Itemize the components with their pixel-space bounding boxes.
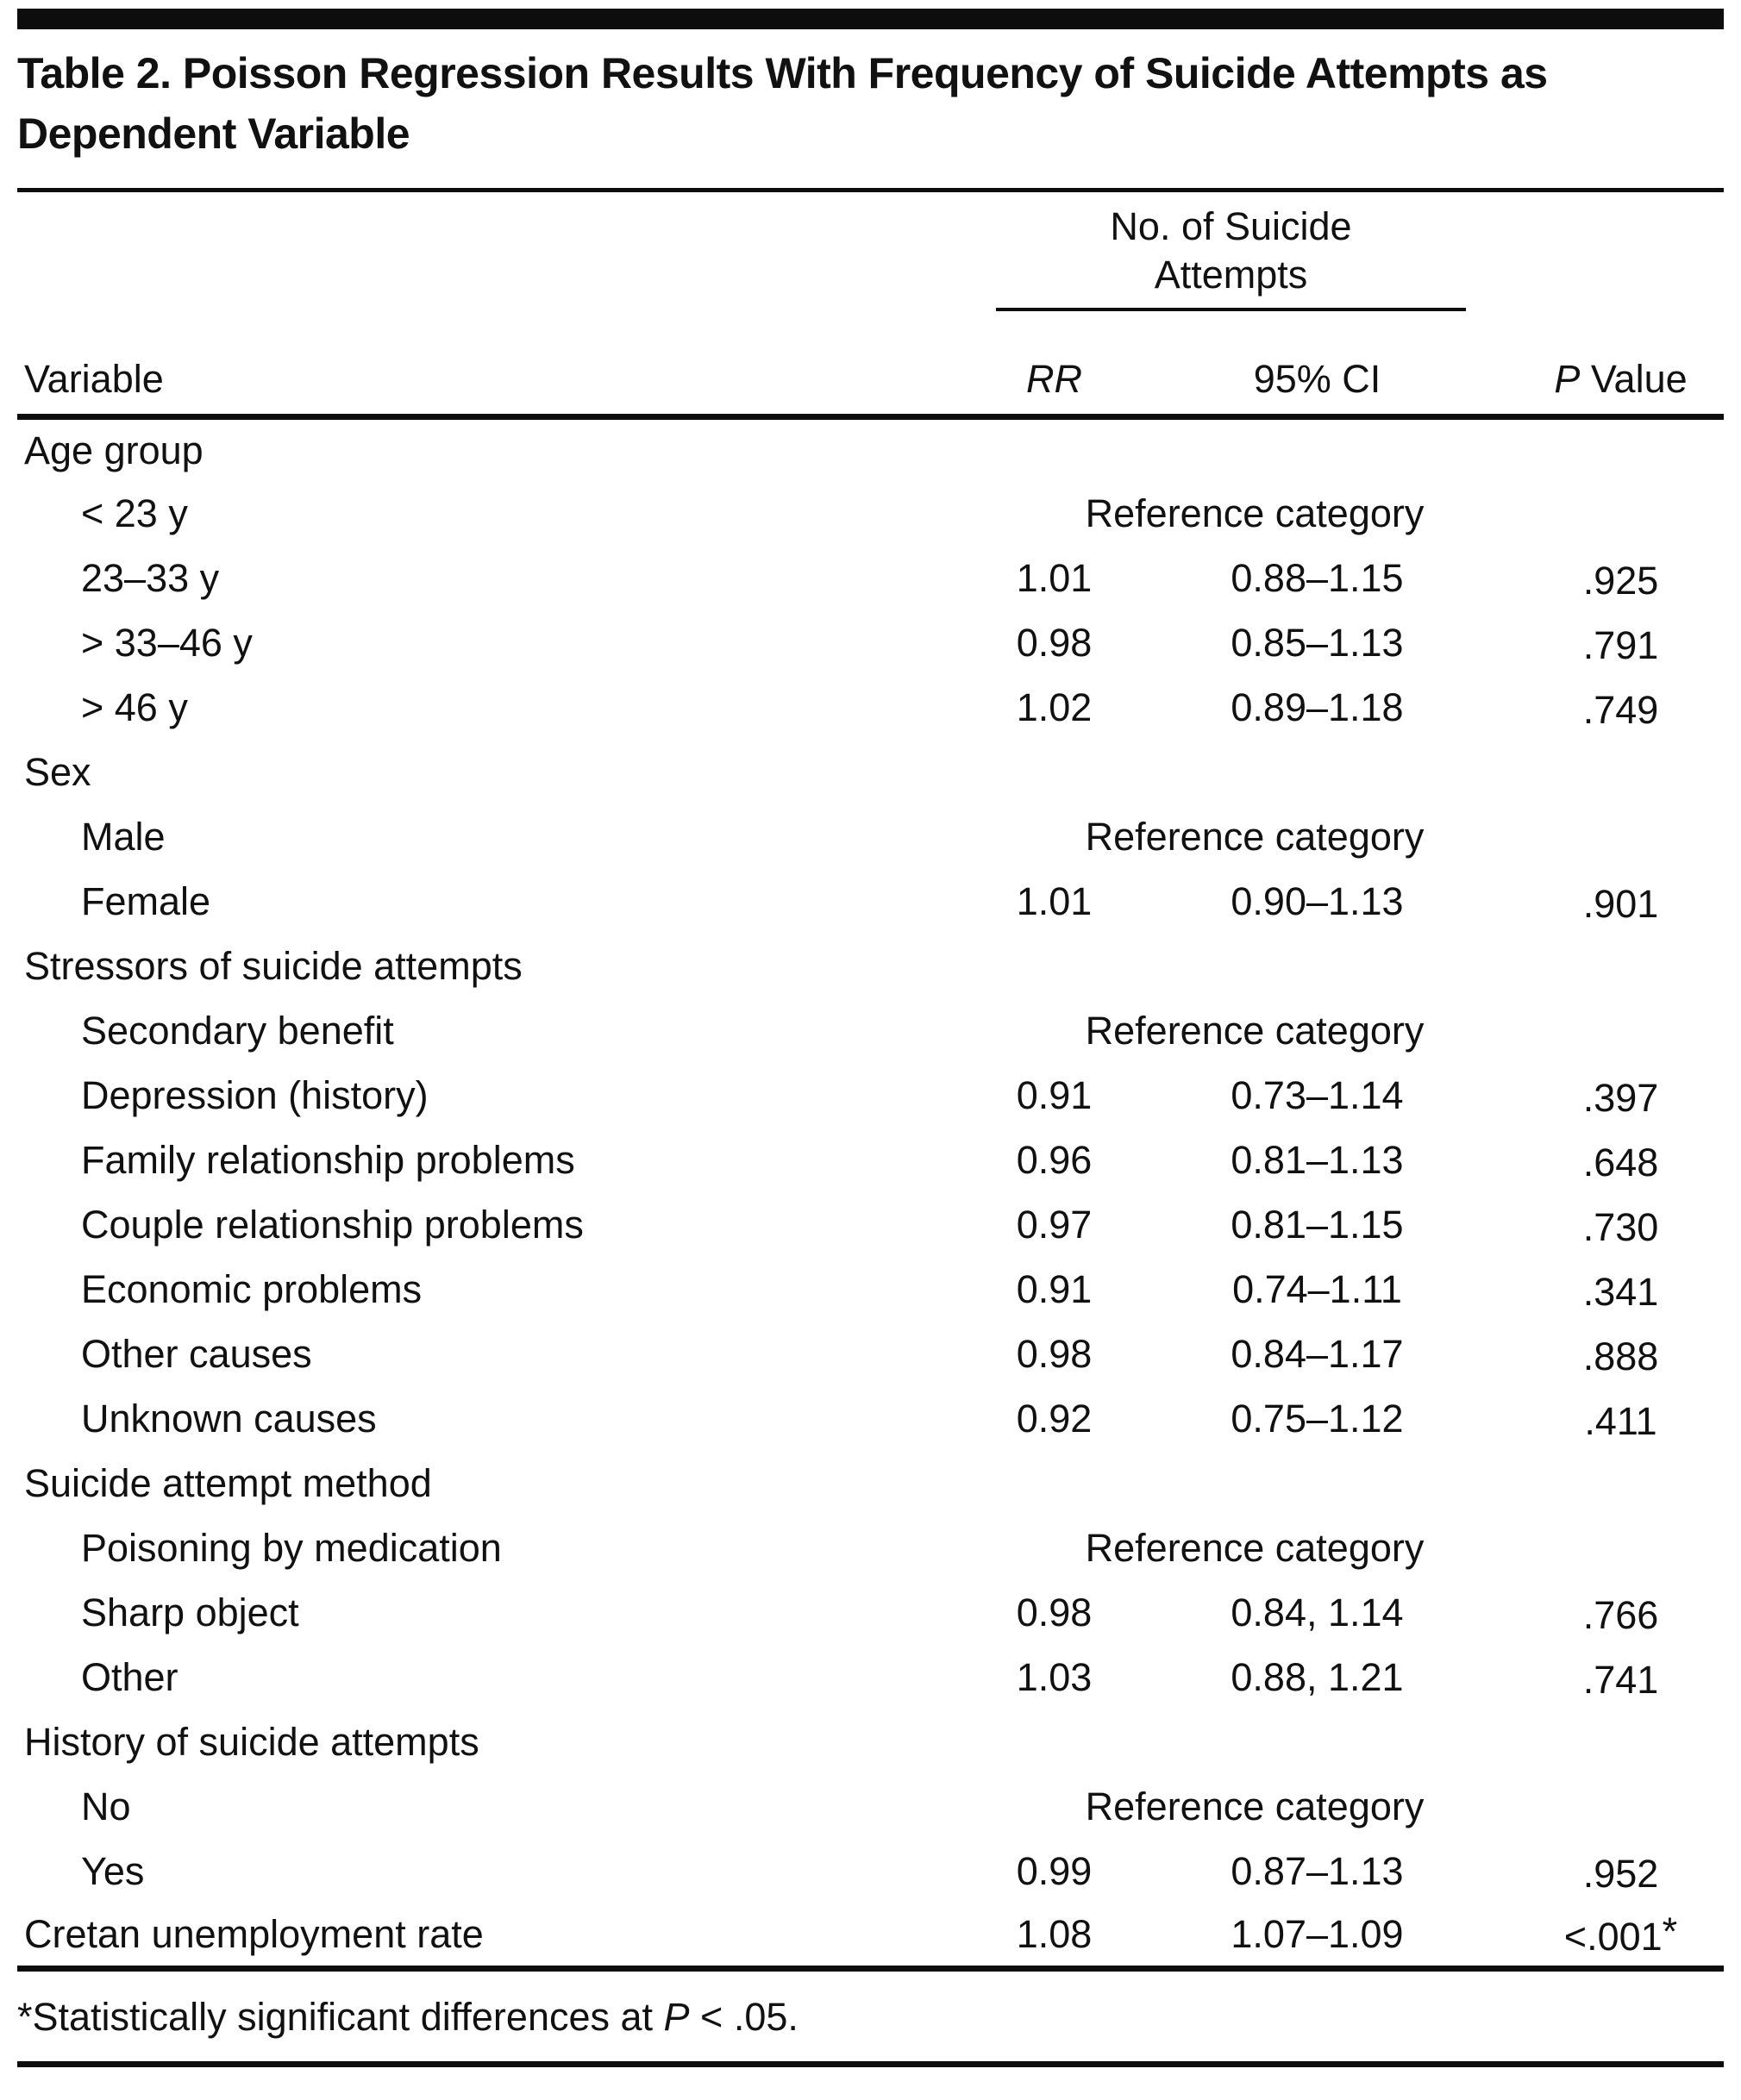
ci-cell: 0.74–1.11 xyxy=(1232,1267,1402,1311)
pvalue-text: .901 xyxy=(1582,882,1659,926)
rr-cell: 0.91 xyxy=(1016,1073,1093,1117)
footnote-text: *Statistically significant differences at xyxy=(17,1995,664,2039)
table-row-reference xyxy=(17,1516,1724,1581)
rr-cell: 0.99 xyxy=(1016,1849,1093,1893)
pvalue-cell xyxy=(1518,676,1724,741)
table-row-section xyxy=(17,741,1724,805)
rr-cell: 0.91 xyxy=(1016,1267,1093,1311)
table-row-data xyxy=(17,1387,1724,1452)
spanner-cell xyxy=(992,203,1518,311)
table-row-data xyxy=(17,1064,1724,1128)
ci-cell: 0.81–1.13 xyxy=(1231,1138,1404,1182)
ci-cell: 0.73–1.14 xyxy=(1231,1073,1404,1117)
variable-cell: Stressors of suicide attempts xyxy=(24,944,523,988)
column-header-pvalue xyxy=(1518,203,1724,417)
rr-cell: 0.98 xyxy=(1016,1591,1093,1634)
pvalue-text: .741 xyxy=(1582,1658,1659,1702)
pvalue-cell xyxy=(1518,482,1724,547)
table-row-data xyxy=(17,1646,1724,1710)
pvalue-text: .411 xyxy=(1584,1399,1657,1443)
pvalue-text: .791 xyxy=(1582,623,1659,667)
column-header-ci: 95% CI xyxy=(1253,357,1381,401)
table-row-data xyxy=(17,1840,1724,1904)
variable-cell: Yes xyxy=(81,1849,145,1893)
pvalue-text: .648 xyxy=(1582,1141,1659,1184)
pvalue-header-rest: Value xyxy=(1580,357,1688,401)
rr-cell: 1.01 xyxy=(1016,879,1093,923)
ci-cell: 0.81–1.15 xyxy=(1231,1203,1404,1247)
pvalue-cell xyxy=(1518,1840,1724,1904)
variable-cell: Male xyxy=(81,815,166,859)
pvalue-text: <.001 xyxy=(1563,1915,1663,1959)
reference-category-cell: Reference category xyxy=(1085,1009,1425,1053)
rr-cell: 0.92 xyxy=(1016,1397,1093,1441)
top-black-bar xyxy=(17,9,1724,29)
ci-cell: 0.89–1.18 xyxy=(1231,685,1404,729)
variable-cell: Secondary benefit xyxy=(81,1009,394,1053)
pvalue-cell xyxy=(1518,1258,1724,1322)
pvalue-cell xyxy=(1518,1064,1724,1128)
pvalue-cell xyxy=(1518,870,1724,934)
footnote-p-symbol: P xyxy=(663,1995,690,2039)
pvalue-cell xyxy=(1518,1128,1724,1193)
ci-cell: 1.07–1.09 xyxy=(1231,1912,1404,1957)
table-row-data xyxy=(17,1193,1724,1258)
pvalue-cell xyxy=(1518,1646,1724,1710)
rr-cell: 0.96 xyxy=(1016,1138,1093,1182)
table-row-data xyxy=(17,676,1724,741)
pvalue-cell xyxy=(1518,1904,1724,1969)
column-header-variable: Variable xyxy=(24,357,164,401)
rr-cell: 1.01 xyxy=(1016,556,1093,600)
pvalue-cell xyxy=(1518,999,1724,1064)
variable-cell: No xyxy=(81,1784,131,1828)
variable-cell: Unknown causes xyxy=(81,1397,377,1441)
pvalue-cell xyxy=(1518,1516,1724,1581)
pvalue-cell xyxy=(1518,1193,1724,1258)
variable-cell: Depression (history) xyxy=(81,1073,429,1117)
ci-cell: 0.90–1.13 xyxy=(1231,879,1404,923)
variable-cell: Age group xyxy=(24,428,204,472)
rr-cell: 0.98 xyxy=(1016,1332,1093,1376)
rr-cell: 0.97 xyxy=(1016,1203,1093,1247)
table-row-data xyxy=(17,1581,1724,1646)
pvalue-cell xyxy=(1518,1581,1724,1646)
footnote-suffix: < .05. xyxy=(689,1995,798,2039)
pvalue-text: .397 xyxy=(1582,1076,1659,1120)
variable-cell: Sharp object xyxy=(81,1591,299,1634)
variable-cell: Suicide attempt method xyxy=(24,1461,432,1505)
pvalue-text: .952 xyxy=(1582,1852,1659,1896)
ci-cell: 0.84–1.17 xyxy=(1231,1332,1404,1376)
variable-cell: Poisoning by medication xyxy=(81,1526,502,1570)
table-row-data xyxy=(17,1258,1724,1322)
reference-category-cell: Reference category xyxy=(1085,1526,1425,1570)
variable-cell: > 33–46 y xyxy=(81,621,253,665)
title-divider xyxy=(17,188,1724,192)
table-row-reference xyxy=(17,1775,1724,1840)
pvalue-cell xyxy=(1518,1387,1724,1452)
spanner-row xyxy=(17,203,1724,311)
variable-cell: Economic problems xyxy=(81,1267,423,1311)
rr-cell: 1.08 xyxy=(1016,1912,1093,1957)
significance-asterisk: * xyxy=(1662,1909,1678,1954)
pvalue-cell xyxy=(1518,1775,1724,1840)
variable-cell: Sex xyxy=(24,750,91,794)
table-row-section xyxy=(17,1452,1724,1516)
pvalue-text: .888 xyxy=(1582,1334,1659,1378)
table-row-section xyxy=(17,417,1724,482)
reference-category-cell: Reference category xyxy=(1085,815,1425,859)
pvalue-cell xyxy=(1518,611,1724,676)
column-header-rr: RR xyxy=(1026,357,1082,401)
pvalue-text: .749 xyxy=(1582,688,1659,732)
table-body xyxy=(17,417,1724,1969)
table-row-data xyxy=(17,1322,1724,1387)
variable-cell: < 23 y xyxy=(81,491,188,535)
pvalue-cell xyxy=(1518,1322,1724,1387)
rr-cell: 1.03 xyxy=(1016,1655,1093,1699)
ci-cell: 0.85–1.13 xyxy=(1231,621,1404,665)
ci-cell: 0.88–1.15 xyxy=(1231,556,1404,600)
table-row-reference xyxy=(17,805,1724,870)
variable-cell: Other xyxy=(81,1655,178,1699)
table-row-data xyxy=(17,1904,1724,1969)
pvalue-text: .925 xyxy=(1582,559,1659,603)
pvalue-cell xyxy=(1518,547,1724,611)
rr-cell: 0.98 xyxy=(1016,621,1093,665)
pvalue-text: .730 xyxy=(1582,1205,1659,1249)
table-row-section xyxy=(17,934,1724,999)
variable-cell: History of suicide attempts xyxy=(24,1720,479,1764)
spanner-underline xyxy=(996,203,1466,311)
table-footnote xyxy=(17,1994,1724,2041)
table-row-data xyxy=(17,547,1724,611)
ci-cell: 0.87–1.13 xyxy=(1231,1849,1404,1893)
table-row-reference xyxy=(17,482,1724,547)
bottom-divider xyxy=(17,2061,1724,2067)
table-row-section xyxy=(17,1710,1724,1775)
table-row-data xyxy=(17,870,1724,934)
table-row-reference xyxy=(17,999,1724,1064)
variable-cell: 23–33 y xyxy=(81,556,220,600)
reference-category-cell: Reference category xyxy=(1085,491,1425,535)
ci-cell: 0.88, 1.21 xyxy=(1231,1655,1404,1699)
pvalue-text: .341 xyxy=(1582,1270,1659,1314)
table-header xyxy=(17,203,1724,417)
ci-cell: 0.84, 1.14 xyxy=(1231,1591,1404,1634)
reference-category-cell: Reference category xyxy=(1085,1784,1425,1828)
table-row-data xyxy=(17,611,1724,676)
variable-cell: > 46 y xyxy=(81,685,188,729)
variable-cell: Couple relationship problems xyxy=(81,1203,584,1247)
variable-cell: Cretan unemployment rate xyxy=(24,1912,484,1957)
pvalue-text: .766 xyxy=(1582,1593,1659,1637)
table-row-data xyxy=(17,1128,1724,1193)
ci-cell: 0.75–1.12 xyxy=(1231,1397,1404,1441)
variable-cell: Family relationship problems xyxy=(81,1138,575,1182)
pvalue-cell xyxy=(1518,805,1724,870)
rr-cell: 1.02 xyxy=(1016,685,1093,729)
variable-cell: Female xyxy=(81,879,211,923)
variable-cell: Other causes xyxy=(81,1332,312,1376)
pvalue-header-p: P xyxy=(1554,357,1581,401)
column-spanner-label: No. of Suicide Attempts xyxy=(1110,204,1352,297)
results-table xyxy=(17,203,1724,1972)
table-title: Table 2. Poisson Regression Results With Frequency of Suicide Attempts as Dependent Variable xyxy=(17,49,1548,158)
